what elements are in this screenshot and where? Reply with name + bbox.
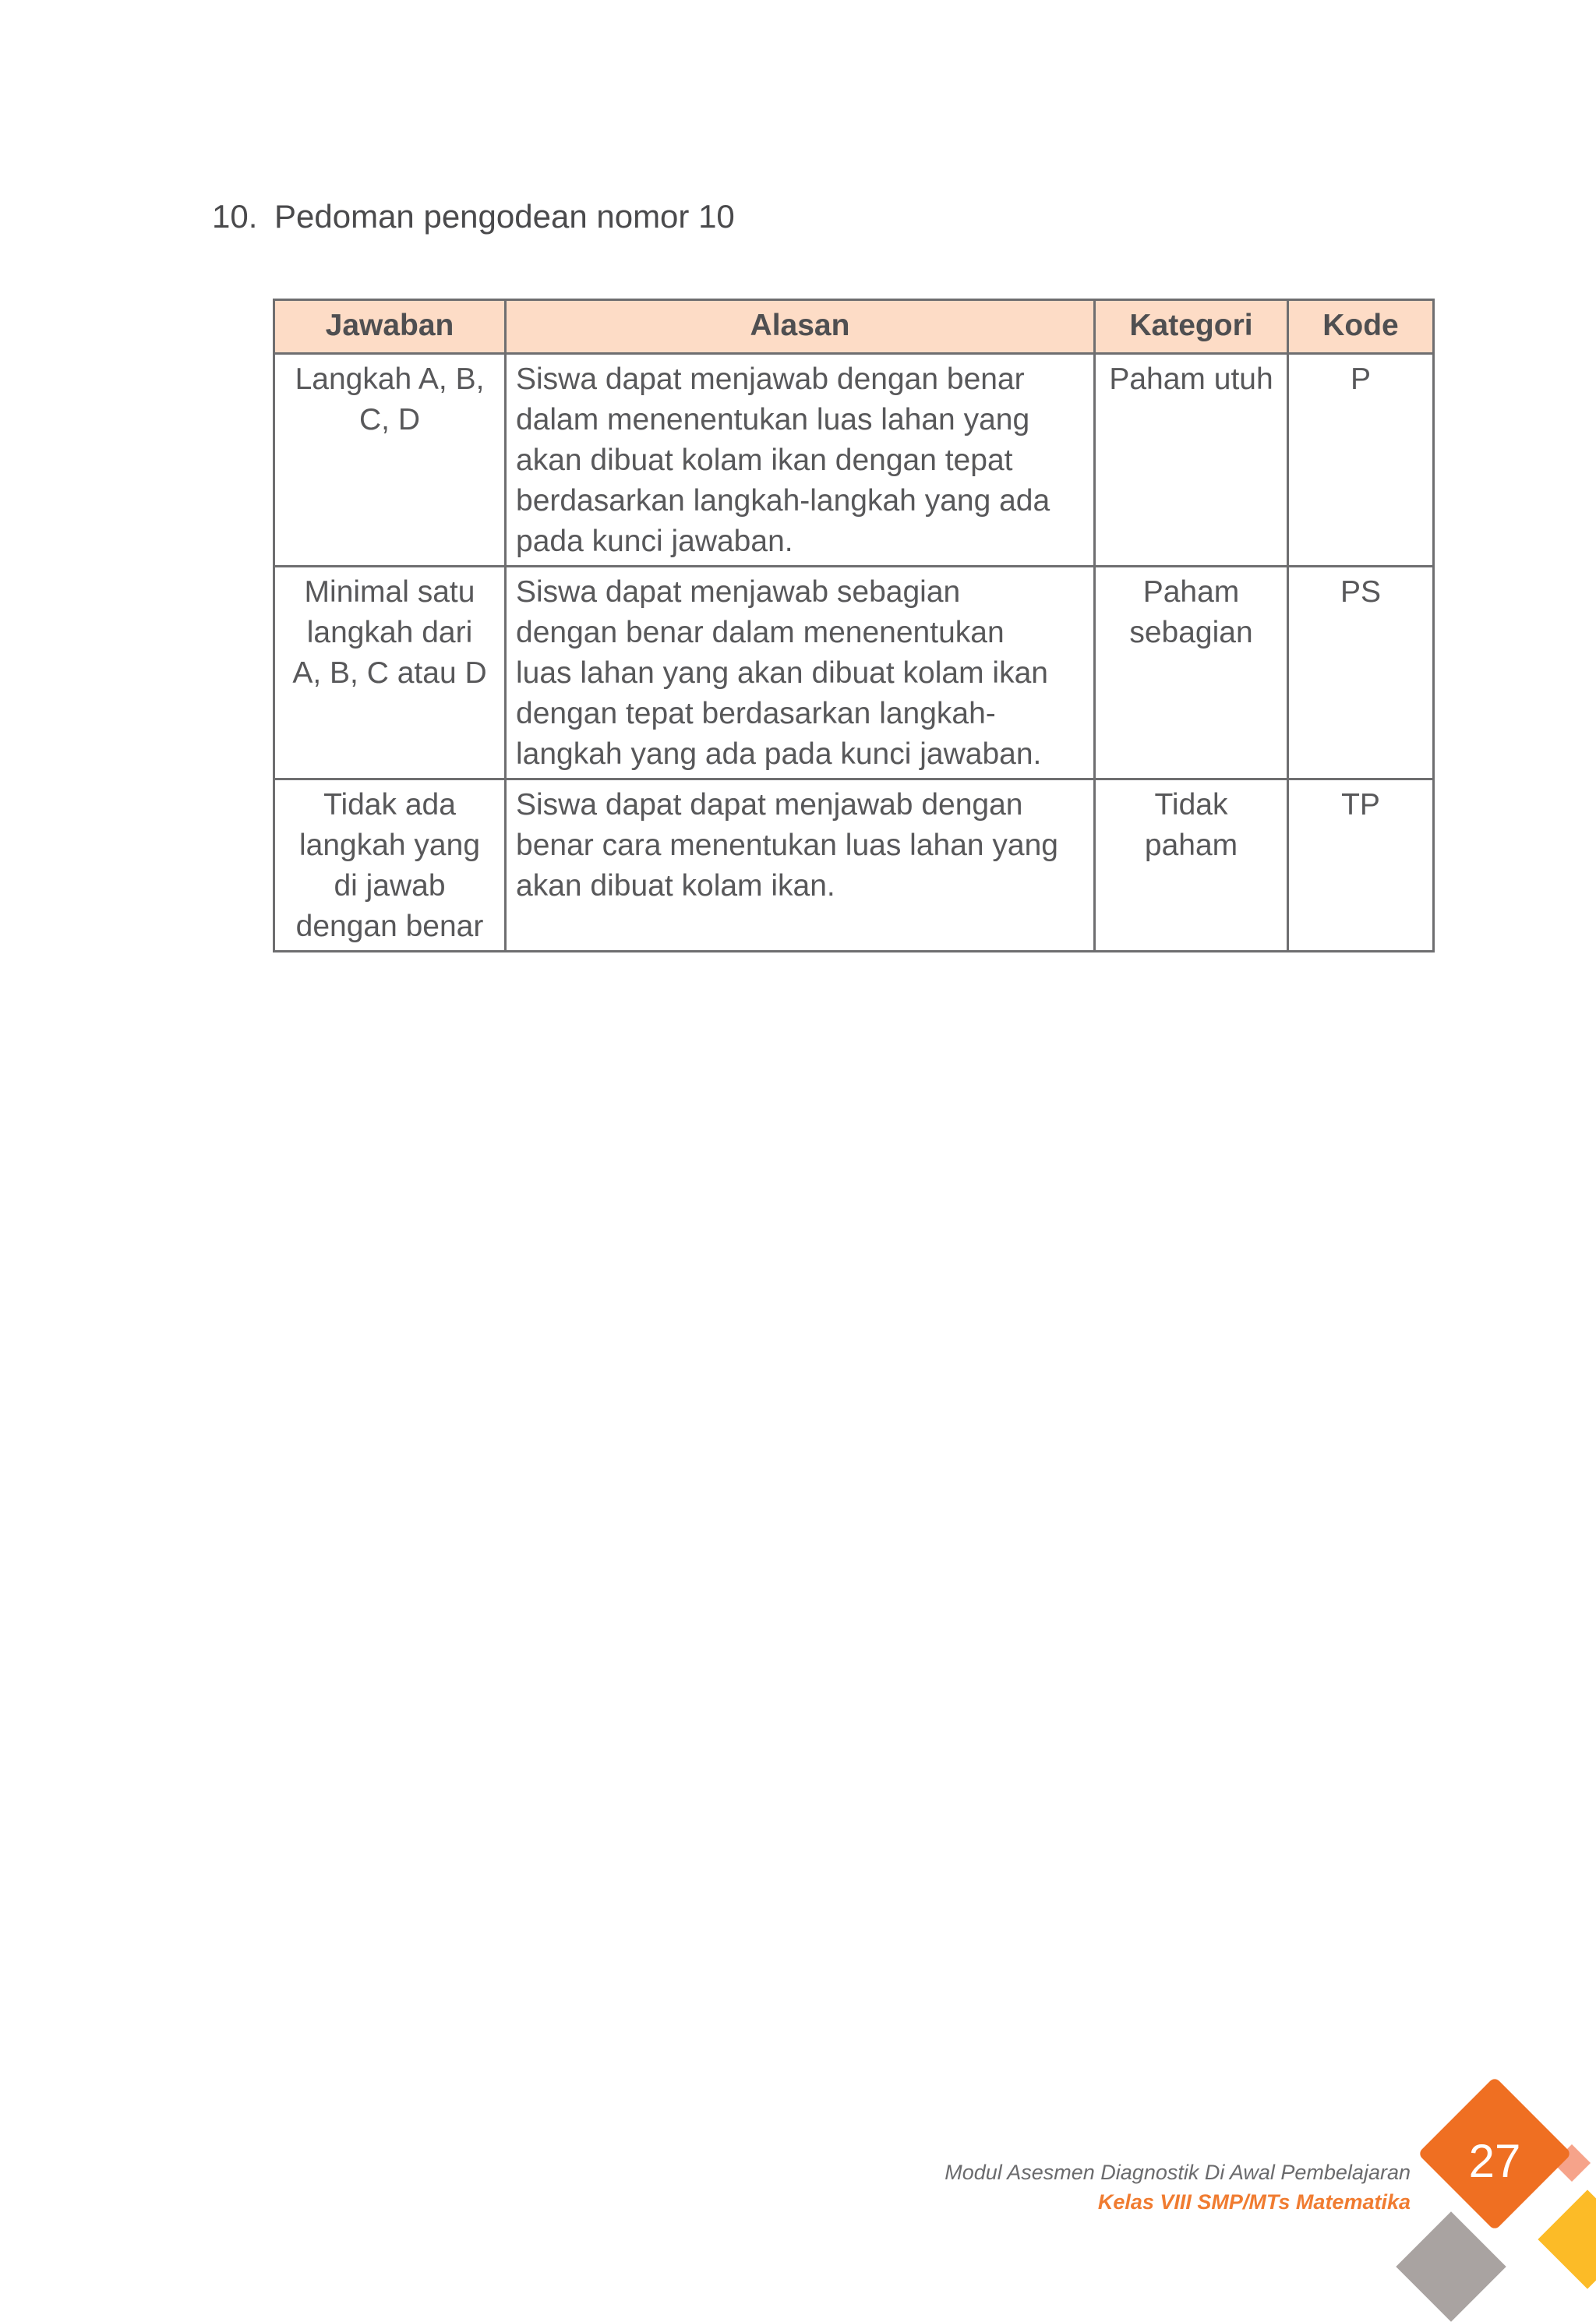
- cell-jawaban: Tidak ada langkah yang di jawab dengan benar: [274, 779, 506, 952]
- table-row: [274, 779, 1434, 952]
- cell-kategori: Paham utuh: [1095, 354, 1288, 567]
- coding-guide-table: [273, 299, 1435, 952]
- cell-kode: P: [1288, 354, 1434, 567]
- cell-alasan: Siswa dapat menjawab sebagian dengan benar dalam menenentukan luas lahan yang akan dibuat kolam ikan dengan tepat berdasarkan langkah- langkah yang ada pada kunci jawaban.: [506, 567, 1095, 779]
- cell-alasan: Siswa dapat menjawab dengan benar dalam menenentukan luas lahan yang akan dibuat kolam ikan dengan tepat berdasarkan langkah-langkah yang ada pada kunci jawaban.: [506, 354, 1095, 567]
- header-jawaban: Jawaban: [274, 300, 506, 354]
- cell-jawaban: Minimal satu langkah dari A, B, C atau D: [274, 567, 506, 779]
- cell-kategori: Paham sebagian: [1095, 567, 1288, 779]
- heading-number: 10.: [212, 198, 258, 235]
- decorative-gray-diamond: [1396, 2211, 1506, 2321]
- table-row: [274, 567, 1434, 779]
- cell-kode: PS: [1288, 567, 1434, 779]
- footer-module-title: Modul Asesmen Diagnostik Di Awal Pembelajaran: [945, 2161, 1411, 2184]
- page-footer: [945, 2158, 1411, 2217]
- table-header-row: [274, 300, 1434, 354]
- section-heading: [212, 193, 735, 240]
- cell-alasan: Siswa dapat dapat menjawab dengan benar cara menentukan luas lahan yang akan dibuat kolam ikan.: [506, 779, 1095, 952]
- cell-kode: TP: [1288, 779, 1434, 952]
- table-row: [274, 354, 1434, 567]
- header-alasan: Alasan: [506, 300, 1095, 354]
- heading-text: Pedoman pengodean nomor 10: [274, 198, 735, 235]
- header-kode: Kode: [1288, 300, 1434, 354]
- cell-jawaban: Langkah A, B, C, D: [274, 354, 506, 567]
- decorative-yellow-diamond: [1538, 2189, 1596, 2288]
- page-number: 27: [1468, 2135, 1521, 2187]
- footer-class-subject: Kelas VIII SMP/MTs Matematika: [1097, 2190, 1411, 2214]
- cell-kategori: Tidak paham: [1095, 779, 1288, 952]
- header-kategori: Kategori: [1095, 300, 1288, 354]
